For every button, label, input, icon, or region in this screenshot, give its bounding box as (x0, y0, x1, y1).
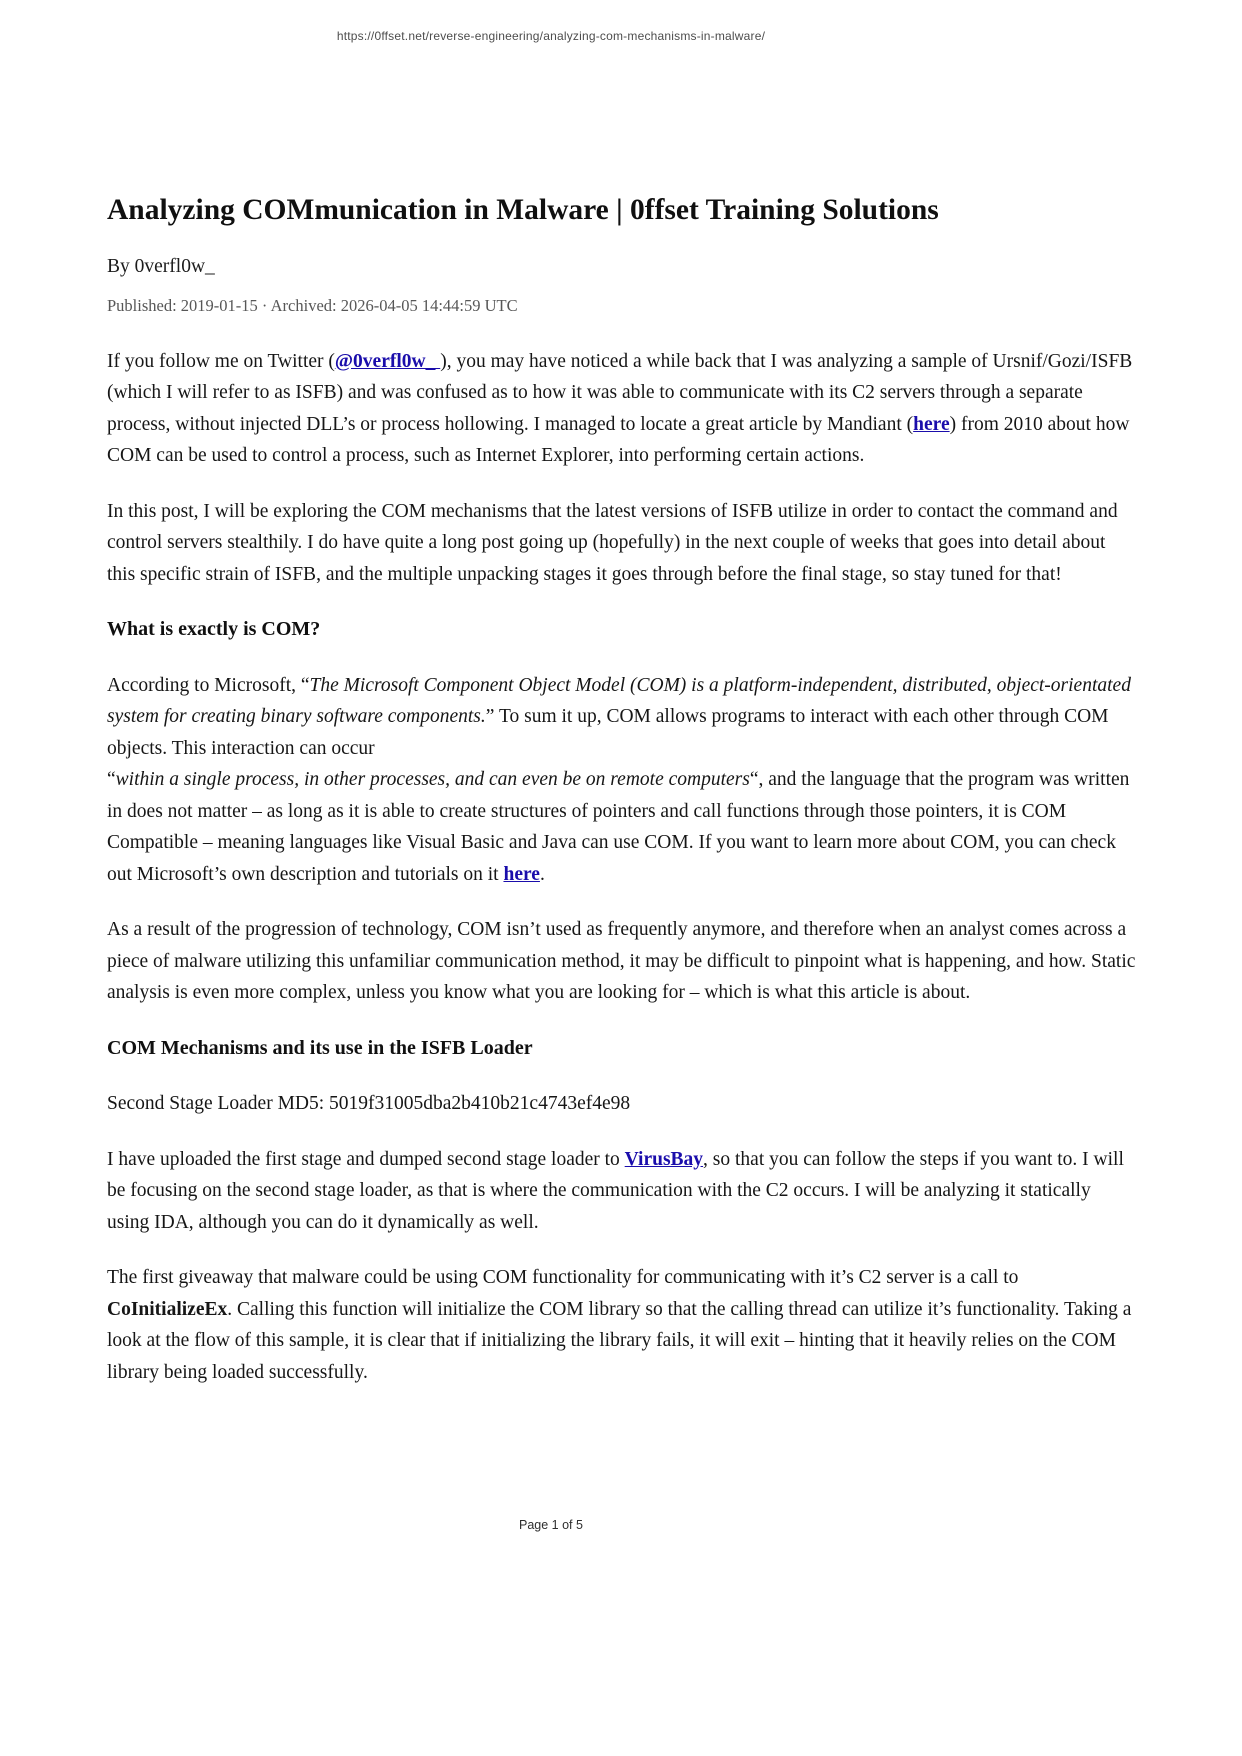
paragraph (107, 1262, 1137, 1388)
text-span: within a single process, in other processes, and can even be on remote computers (115, 769, 750, 791)
text-span: As a result of the progression of technology, COM isn’t used as frequently anymore, and therefore when an analyst comes across a piece of malware utilizing this unfamiliar communication method, it may be difficult to pinpoint what is happening, and how. Static analysis is even more complex, unless you know what you are looking for – which is what this article is about. (107, 919, 1136, 1004)
inline-link[interactable]: here (913, 413, 950, 435)
text-span: . (539, 863, 545, 885)
text-span: I have uploaded the first stage and dumped second stage loader to (107, 1148, 625, 1170)
source-url: https://0ffset.net/reverse-engineering/analyzing-com-mechanisms-in-malware/ (336, 29, 766, 43)
article (107, 192, 1137, 1412)
text-span: . Calling this function will initialize the COM library so that the calling thread can utilize it’s functionality. Taking a look at the flow of this sample, it is clear that if initializing the library fails, it will exit – hinting that it heavily relies on the COM library being loaded successfully. (107, 1298, 1132, 1383)
text-span: Second Stage Loader MD5: 5019f31005dba2b410b21c4743ef4e98 (107, 1093, 631, 1115)
article-body (107, 346, 1137, 1389)
paragraph (107, 346, 1137, 472)
inline-link[interactable]: @0verfl0w_ (334, 350, 441, 372)
text-span: If you follow me on Twitter ( (107, 350, 335, 372)
page-number: Page 1 of 5 (519, 1518, 583, 1532)
text-span: ), you may have noticed a while back that I was analyzing a sample of Ursnif/Gozi/ISFB (which I will refer to as ISFB) and was confused as to how it was able to communicate with its C2 servers through a separate process, without injected DLL’s or process hollowing. I managed to locate a great article by Mandiant ( (107, 350, 1133, 435)
section-heading: COM Mechanisms and its use in the ISFB Loader (107, 1036, 533, 1059)
text-span: , so that you can follow the steps if you want to. I will be focusing on the second stage loader, as that is where the communication with the C2 occurs. I will be analyzing it statically using IDA, although you can do it dynamically as well. (107, 1148, 1124, 1233)
paragraph (107, 914, 1137, 1009)
inline-link[interactable]: here (503, 863, 540, 885)
text-span: “, and the language that the program was written in does not matter – as long as it is able to create structures of pointers and call functions through those pointers, it is COM Compatible – meaning languages like Visual Basic and Java can use COM. If you want to learn more about COM, you can check out Microsoft’s own description and tutorials on it (107, 769, 1130, 885)
text-span: According to Microsoft, “ (107, 674, 310, 696)
text-span: The Microsoft Component Object Model (COM) is a platform-independent, distributed, object-orientated system for creating binary software components. (107, 674, 1131, 728)
publish-meta: Published: 2019-01-15 · Archived: 2026-04-05 14:44:59 UTC (107, 295, 518, 315)
paragraph (107, 496, 1137, 591)
text-span: ) from 2010 about how COM can be used to control a process, such as Internet Explorer, into performing certain actions. (107, 413, 1130, 467)
section-heading: What is exactly is COM? (107, 618, 321, 641)
text-span: CoInitializeEx (107, 1298, 228, 1320)
text-span: ” To sum it up, COM allows programs to interact with each other through COM objects. This interaction can occur (107, 706, 1109, 759)
byline: By 0verfl0w_ (107, 255, 215, 277)
text-span: “ (107, 769, 116, 791)
text-span: The first giveaway that malware could be using COM functionality for communicating with it’s C2 server is a call to (107, 1267, 1019, 1289)
paragraph (107, 1088, 1137, 1120)
inline-link[interactable]: VirusBay (624, 1148, 704, 1170)
paragraph (107, 670, 1137, 891)
paragraph (107, 1144, 1137, 1239)
article-title: Analyzing COMmunication in Malware | 0ffset Training Solutions (107, 194, 939, 226)
text-span: In this post, I will be exploring the COM mechanisms that the latest versions of ISFB utilize in order to contact the command and control servers stealthily. I do have quite a long post going up (hopefully) in the next couple of weeks that goes into detail about this specific strain of ISFB, and the multiple unpacking stages it goes through before the final stage, so stay tuned for that! (107, 500, 1118, 585)
